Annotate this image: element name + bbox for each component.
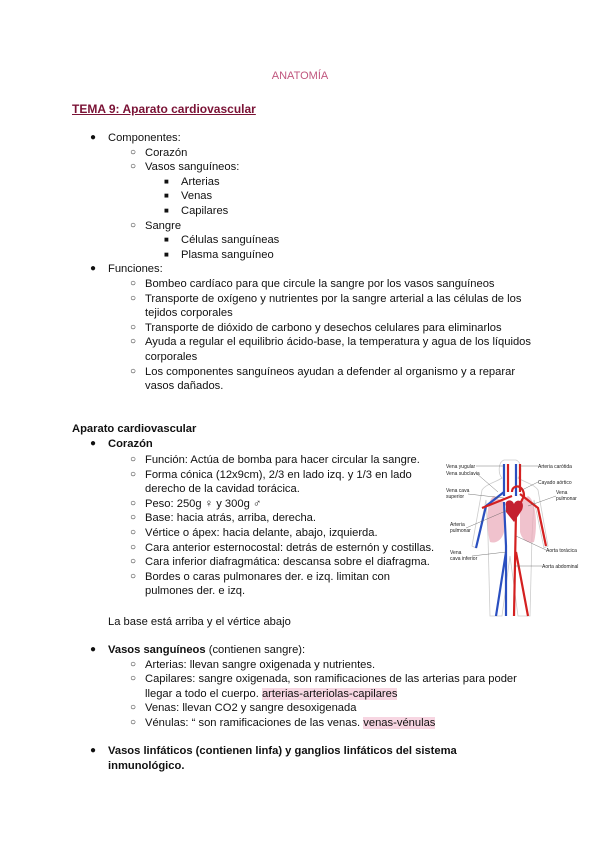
bullet-circle: ○ xyxy=(130,161,137,173)
bullet-circle: ○ xyxy=(130,570,137,582)
list-item: Forma cónica (12x9cm), 2/3 en lado izq. y 1/3 en lado xyxy=(145,468,412,481)
list-item-continuation xyxy=(145,687,397,702)
label-vena-subclavia: Vena subclavia xyxy=(446,471,480,477)
list-item-continuation: tejidos corporales xyxy=(145,307,233,320)
components-list xyxy=(0,131,600,394)
bullet-circle: ○ xyxy=(130,321,137,333)
list-item: Ayuda a regular el equilibrio ácido-base, la temperatura y agua de los líquidos xyxy=(145,336,532,349)
list-item: Arterias: llevan sangre oxigenada y nutrientes. xyxy=(145,658,376,671)
bullet-circle: ○ xyxy=(130,702,137,714)
list-item: Vértice o ápex: hacia delante, abajo, izquierda. xyxy=(145,526,378,539)
list-item: Funciones: xyxy=(108,263,163,276)
list-item-continuation: derecho de la cavidad torácica. xyxy=(145,483,300,496)
label-vena-cava-inf: Vena xyxy=(450,550,462,556)
list-item: Peso: 250g ♀ y 300g ♂ xyxy=(145,497,262,510)
label-vena-cava-sup-2: superior xyxy=(446,494,465,500)
bullet-square: ■ xyxy=(164,249,169,259)
list-item: Capilares: sangre oxigenada, son ramificaciones de las arterias para poder xyxy=(145,673,517,686)
vessels-subtitle: (contienen sangre): xyxy=(205,644,306,656)
list-item: Componentes: xyxy=(108,132,181,144)
list-item: Vasos linfáticos (contienen linfa) y ganglios linfáticos del sistema xyxy=(108,745,457,757)
bullet-circle: ○ xyxy=(130,277,137,289)
list-item-continuation: pulmones der. e izq. xyxy=(145,585,246,598)
label-vena-pulmonar: Vena xyxy=(556,490,568,496)
list-item: Venas: llevan CO2 y sangre desoxigenada xyxy=(145,702,357,715)
section-heading: Aparato cardiovascular xyxy=(72,423,197,435)
bullet-circle: ○ xyxy=(130,512,137,524)
list-item-continuation: corporales xyxy=(145,350,198,363)
list-item-continuation: inmunológico. xyxy=(108,759,185,772)
list-item: Venas xyxy=(181,190,213,203)
bullet-square: ■ xyxy=(164,191,169,201)
cardiovascular-diagram xyxy=(446,456,584,618)
bullet-disc: ● xyxy=(90,745,97,756)
list-item: Cara inferior diafragmática: descansa sobre el diafragma. xyxy=(145,556,430,569)
bullet-square: ■ xyxy=(164,235,169,245)
list-item xyxy=(145,716,435,731)
label-cayado-aortico: Cayado aórtico xyxy=(538,480,572,486)
label-vena-yugular: Vena yugular xyxy=(446,464,476,470)
bullet-circle: ○ xyxy=(130,336,137,348)
page-title: ANATOMÍA xyxy=(271,70,329,82)
bullet-circle: ○ xyxy=(130,219,137,231)
list-item-continuation: vasos dañados. xyxy=(145,380,224,393)
bullet-circle: ○ xyxy=(130,658,137,670)
list-item: Base: hacia atrás, arriba, derecha. xyxy=(145,512,317,525)
bullet-circle: ○ xyxy=(130,468,137,480)
list-item: Capilares xyxy=(181,204,229,217)
list-item: Los componentes sanguíneos ayudan a defender al organismo y a reparar xyxy=(145,365,516,378)
label-arteria-carotida: Arteria carótida xyxy=(538,464,572,470)
bullet-circle: ○ xyxy=(130,716,137,728)
list-item: Transporte de oxígeno y nutrientes por la sangre arterial a las células de los xyxy=(145,292,522,305)
list-item: Función: Actúa de bomba para hacer circular la sangre. xyxy=(145,454,420,466)
list-item: Transporte de dióxido de carbono y desechos celulares para eliminarlos xyxy=(145,321,502,334)
list-item: Corazón xyxy=(108,438,153,450)
body-outline xyxy=(472,460,548,616)
label-vena-cava-inf-2: cava inferior xyxy=(450,556,478,562)
bullet-circle: ○ xyxy=(130,541,137,553)
list-item: Sangre xyxy=(145,219,182,232)
text-fragment: llegar a todo el cuerpo. xyxy=(145,687,262,700)
label-vena-pulmonar-2: pulmonar xyxy=(556,496,577,502)
note-text: La base está arriba y el vértice abajo xyxy=(108,616,291,628)
label-aorta-abdominal: Aorta abdominal xyxy=(542,564,579,570)
label-aorta-toracica: Aorta torácica xyxy=(546,548,577,554)
vessels-title: Vasos sanguíneos xyxy=(108,644,206,656)
bullet-square: ■ xyxy=(164,176,169,186)
bullet-disc: ● xyxy=(90,132,97,143)
list-item: Vasos sanguíneos: xyxy=(145,161,240,174)
label-vena-cava-sup: Vena cava xyxy=(446,488,470,494)
bullet-circle: ○ xyxy=(130,146,137,158)
list-item: Arterias xyxy=(181,175,220,188)
bullet-circle: ○ xyxy=(130,673,137,685)
list-item: Plasma sanguíneo xyxy=(181,248,274,261)
bullet-circle: ○ xyxy=(130,454,137,465)
list-item: Bordes o caras pulmonares der. e izq. limitan con xyxy=(145,570,391,583)
list-item: Corazón xyxy=(145,146,188,159)
vessels-list xyxy=(0,643,600,731)
list-item: Células sanguíneas xyxy=(181,234,280,247)
list-item xyxy=(108,643,305,658)
bullet-circle: ○ xyxy=(130,526,137,538)
bullet-disc: ● xyxy=(90,644,97,655)
list-item: Cara anterior esternocostal: detrás de esternón y costillas. xyxy=(145,541,435,554)
topic-heading: TEMA 9: Aparato cardiovascular xyxy=(72,102,256,116)
highlighted-text: arterias-arteriolas-capilares xyxy=(261,687,398,700)
bullet-circle: ○ xyxy=(130,497,137,509)
bullet-circle: ○ xyxy=(130,365,137,377)
lymph-list xyxy=(0,744,600,773)
bullet-disc: ● xyxy=(90,263,97,275)
list-item: Bombeo cardíaco para que circule la sangre por los vasos sanguíneos xyxy=(145,277,495,290)
heart-list xyxy=(0,437,600,452)
bullet-circle: ○ xyxy=(130,556,137,568)
label-arteria-pulmonar: Arteria xyxy=(450,522,465,528)
bullet-disc: ● xyxy=(90,438,97,449)
highlighted-text: venas-vénulas xyxy=(363,716,436,729)
bullet-square: ■ xyxy=(164,205,169,215)
label-arteria-pulmonar-2: pulmonar xyxy=(450,528,471,534)
bullet-circle: ○ xyxy=(130,292,137,304)
text-fragment: Vénulas: “ son ramificaciones de las venas. xyxy=(145,716,364,729)
